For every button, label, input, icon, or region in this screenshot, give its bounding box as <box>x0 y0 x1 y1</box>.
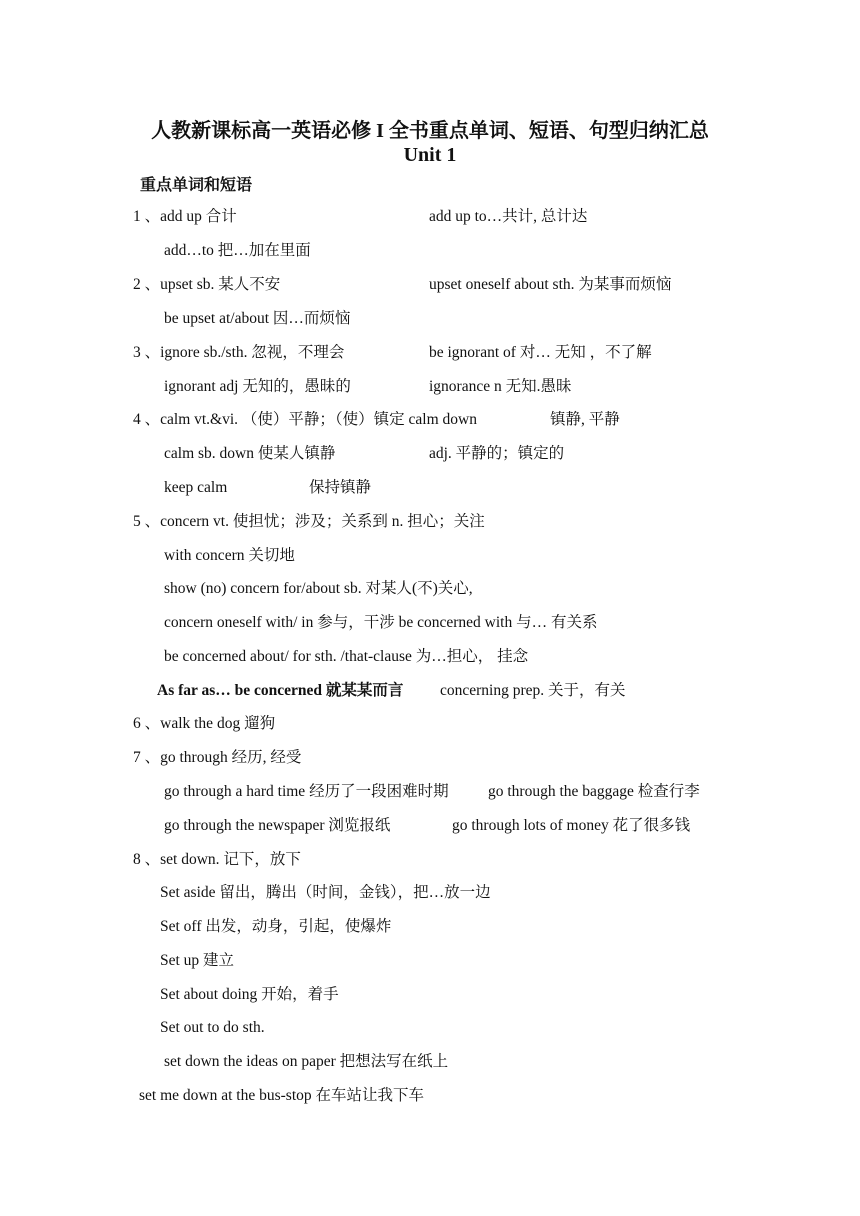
entry-text: 2 、upset sb. 某人不安 <box>133 276 281 293</box>
entry-text: add…to 把…加在里面 <box>164 242 311 259</box>
entry-text: 保持镇静 <box>309 479 372 496</box>
entry-text: concern oneself with/ in 参与，干涉 be concerned with 与… 有关系 <box>164 614 598 631</box>
document-title: 人教新课标高一英语必修 I 全书重点单词、短语、句型归纳汇总 <box>151 120 709 142</box>
unit-heading: Unit 1 <box>403 144 457 166</box>
entry-text: go through a hard time 经历了一段困难时期 <box>164 783 449 800</box>
entry-text: 镇静, 平静 <box>550 411 620 428</box>
entry-text: be concerned about/ for sth. /that-clause 为…担心， 挂念 <box>164 648 529 665</box>
entry-text: go through the newspaper 浏览报纸 <box>164 817 391 834</box>
entry-text: go through lots of money 花了很多钱 <box>452 817 691 834</box>
entry-text: with concern 关切地 <box>164 547 295 564</box>
entry-text: 5 、concern vt. 使担忧；涉及；关系到 n. 担心；关注 <box>133 513 485 530</box>
entry-text: 1 、add up 合计 <box>133 208 237 225</box>
entry-text: 4 、calm vt.&vi. （使）平静；（使）镇定 calm down <box>133 411 477 428</box>
entry-text: set down the ideas on paper 把想法写在纸上 <box>164 1053 449 1070</box>
entry-text: ignorant adj 无知的，愚昧的 <box>164 378 351 395</box>
entry-text: 8 、set down. 记下，放下 <box>133 851 301 868</box>
entry-text: concerning prep. 关于，有关 <box>440 682 626 699</box>
entry-text: 6 、walk the dog 遛狗 <box>133 715 276 732</box>
entry-text: 7 、go through 经历, 经受 <box>133 749 302 766</box>
entry-text: calm sb. down 使某人镇静 <box>164 445 336 462</box>
entry-text: Set out to do sth. <box>160 1019 265 1036</box>
entry-text: go through the baggage 检查行李 <box>488 783 700 800</box>
entry-text: Set up 建立 <box>160 952 235 969</box>
entry-text: Set off 出发，动身，引起，使爆炸 <box>160 918 392 935</box>
entry-text: add up to…共计, 总计达 <box>429 208 588 225</box>
entry-text-bold: As far as… be concerned 就某某而言 <box>157 682 404 699</box>
entry-text: 3 、ignore sb./sth. 忽视，不理会 <box>133 344 345 361</box>
entry-text: upset oneself about sth. 为某事而烦恼 <box>429 276 672 293</box>
entry-text: ignorance n 无知.愚昧 <box>429 378 572 395</box>
entry-text: show (no) concern for/about sb. 对某人(不)关心, <box>164 580 473 597</box>
entry-text: Set aside 留出，腾出（时间，金钱），把…放一边 <box>160 884 491 901</box>
entry-text: set me down at the bus-stop 在车站让我下车 <box>139 1087 425 1104</box>
entry-text: keep calm <box>164 479 228 496</box>
entry-text: be upset at/about 因…而烦恼 <box>164 310 351 327</box>
entry-text: be ignorant of 对… 无知 ，不了解 <box>429 344 652 361</box>
entry-text: adj. 平静的；镇定的 <box>429 445 565 462</box>
section-heading: 重点单词和短语 <box>140 177 253 194</box>
entry-text: Set about doing 开始，着手 <box>160 986 339 1003</box>
